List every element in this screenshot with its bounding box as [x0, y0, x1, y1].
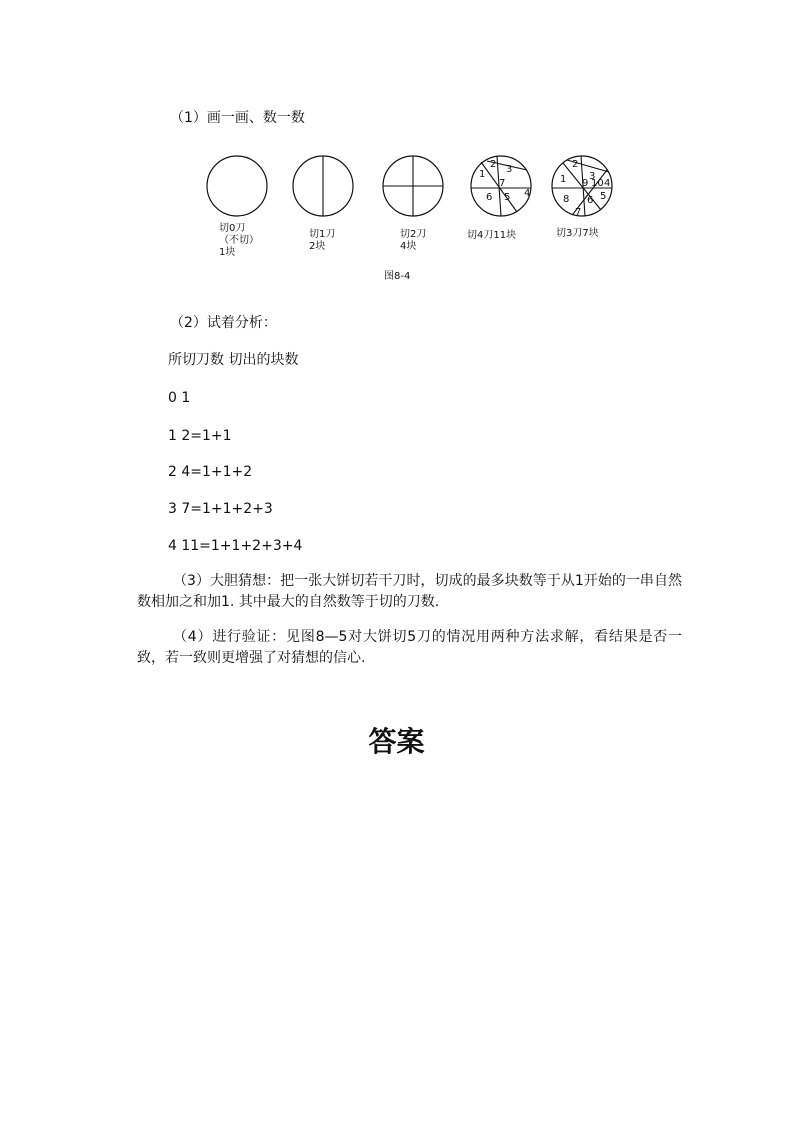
label-cut3: 切3刀7块	[556, 228, 599, 239]
piece-number: 4	[604, 178, 611, 189]
label-cut1-line1: 切1刀	[309, 229, 336, 240]
piece-number: 10	[591, 178, 604, 189]
label-cut1-line2: 2块	[309, 241, 326, 252]
label-cut0-line2: （不切）	[219, 235, 259, 246]
piece-number: 3	[506, 164, 513, 175]
table-row: 0 1	[168, 390, 191, 406]
table-row: 3 7=1+1+2+3	[168, 501, 273, 517]
piece-number: 2	[572, 159, 579, 170]
step-3-paragraph: （3）大胆猜想：把一张大饼切若干刀时，切成的最多块数等于从1开始的一串自然数相加之和加1. 其中最大的自然数等于切的刀数.	[137, 573, 682, 610]
piece-number: 5	[504, 192, 511, 203]
label-cut0-line1: 切0刀	[219, 223, 246, 234]
figure-caption: 图8-4	[384, 271, 411, 282]
table-row: 1 2=1+1	[168, 428, 232, 444]
cake-cutting-figure	[195, 148, 625, 288]
table-row: 2 4=1+1+2	[168, 464, 253, 480]
table-row: 4 11=1+1+2+3+4	[168, 538, 303, 554]
piece-number: 2	[490, 159, 497, 170]
piece-number: 6	[486, 192, 493, 203]
step-1-heading: （1）画一画、数一数	[170, 110, 305, 126]
step-4-paragraph: （4）进行验证：见图8—5对大饼切5刀的情况用两种方法求解，看结果是否一致，若一致则更增强了对猜想的信心.	[137, 629, 682, 666]
step-2-heading: （2）试着分析：	[170, 315, 277, 331]
cake-circle-uncut	[207, 156, 267, 216]
label-cut2-line2: 4块	[400, 241, 417, 252]
label-cut4: 切4刀11块	[467, 230, 517, 241]
answer-title: 答案	[368, 725, 425, 758]
piece-number: 6	[587, 195, 594, 206]
piece-number: 3	[589, 171, 596, 182]
piece-number: 9	[582, 178, 589, 189]
label-cut0-line3: 1块	[219, 247, 236, 258]
piece-number: 5	[600, 191, 607, 202]
piece-number: 4	[524, 188, 531, 199]
label-cut2-line1: 切2刀	[400, 229, 427, 240]
piece-number: 8	[563, 194, 570, 205]
table-header: 所切刀数 切出的块数	[168, 352, 299, 368]
piece-number: 7	[499, 178, 506, 189]
piece-number: 1	[560, 174, 567, 185]
piece-number: 7	[575, 207, 582, 218]
piece-number: 1	[479, 169, 486, 180]
